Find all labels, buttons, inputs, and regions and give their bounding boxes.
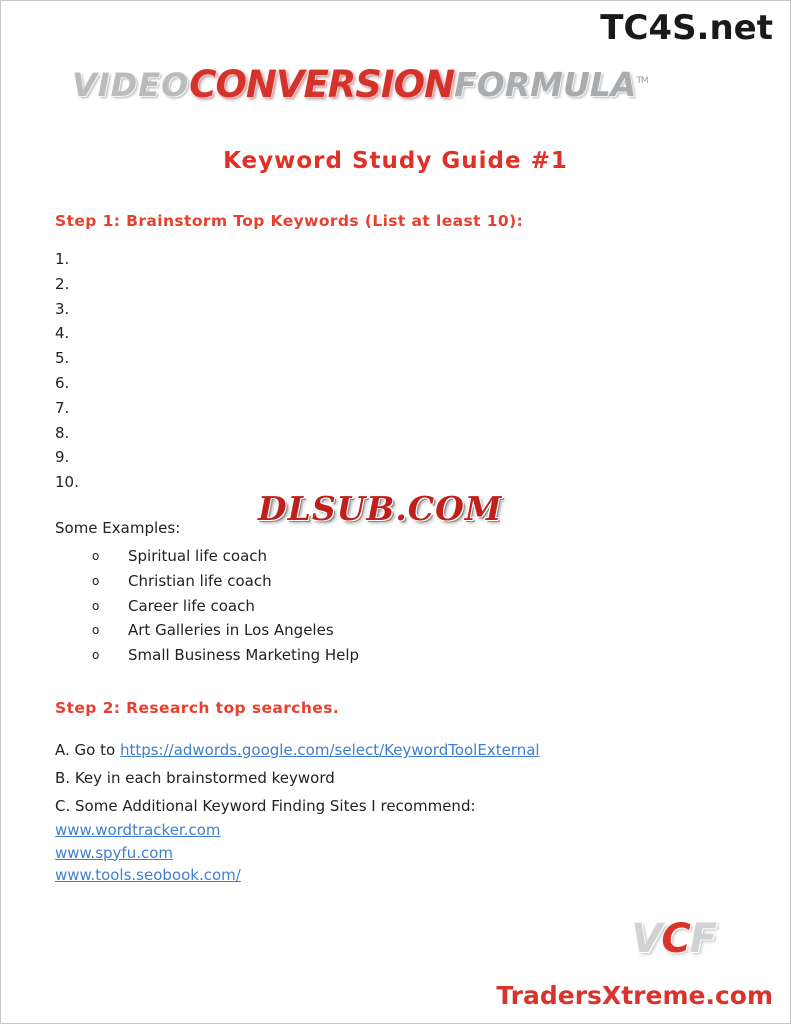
list-item — [55, 864, 241, 887]
seobook-tools-link[interactable]: www.tools.seobook.com/ — [55, 866, 241, 884]
list-item: 2. — [55, 274, 70, 293]
research-steps-list — [55, 736, 540, 820]
list-item: 6. — [55, 373, 70, 392]
bullet-circle-icon: o — [92, 573, 100, 588]
list-item — [92, 643, 359, 668]
logo-word-formula: FORMULA — [454, 64, 637, 104]
trademark-symbol: TM — [636, 76, 648, 86]
step-2-heading: Step 2: Research top searches. — [55, 699, 340, 717]
page-title: Keyword Study Guide #1 — [223, 148, 568, 174]
logo-word-video: VIDEO — [72, 65, 190, 104]
list-item: 7. — [55, 398, 70, 417]
examples-label: Some Examples: — [55, 519, 181, 537]
video-conversion-formula-logo — [72, 58, 712, 104]
list-item-label: Christian life coach — [128, 571, 272, 590]
list-item-a — [55, 736, 540, 764]
adwords-keyword-tool-link[interactable]: https://adwords.google.com/select/KeywordToolExternal — [119, 741, 540, 759]
list-item: 8. — [55, 423, 70, 442]
list-item: 5. — [55, 349, 70, 368]
examples-list — [92, 544, 359, 668]
list-item — [92, 594, 359, 619]
list-item-label: Spiritual life coach — [128, 547, 268, 565]
list-item: 1. — [55, 250, 70, 268]
list-item: 10. — [55, 473, 79, 492]
bottom-right-watermark: TradersXtreme.com — [496, 981, 773, 1010]
top-right-watermark: TC4S.net — [600, 8, 773, 48]
list-item-label: Career life coach — [128, 596, 255, 615]
list-item: 4. — [55, 324, 70, 343]
footer-logo-v: V — [631, 916, 662, 962]
line-a-prefix: A. Go to — [55, 741, 120, 759]
logo-word-conversion: CONVERSION — [189, 62, 455, 106]
footer-vcf-logo — [631, 916, 716, 962]
spyfu-link[interactable]: www.spyfu.com — [55, 843, 174, 862]
footer-logo-f: F — [689, 916, 716, 962]
bullet-circle-icon: o — [92, 623, 100, 638]
list-item — [55, 819, 241, 842]
list-item-c: C. Some Additional Keyword Finding Sites I recommend: — [55, 797, 476, 815]
step-1-heading: Step 1: Brainstorm Top Keywords (List at least 10): — [55, 212, 524, 230]
list-item — [92, 569, 359, 594]
list-item: 9. — [55, 448, 70, 467]
bullet-circle-icon: o — [92, 549, 100, 563]
list-item-label: Art Galleries in Los Angeles — [128, 621, 334, 640]
list-item: 3. — [55, 299, 70, 318]
wordtracker-link[interactable]: www.wordtracker.com — [55, 821, 221, 839]
bullet-circle-icon: o — [92, 598, 100, 613]
bullet-circle-icon: o — [92, 648, 100, 663]
list-item — [92, 544, 359, 569]
list-item-b: B. Key in each brainstormed keyword — [55, 769, 335, 787]
list-item-label: Small Business Marketing Help — [128, 646, 360, 665]
center-watermark: DLSUB.COM — [258, 489, 503, 528]
list-item — [55, 842, 241, 865]
keyword-blank-list — [55, 247, 79, 495]
list-item — [92, 618, 359, 643]
footer-logo-c: C — [661, 916, 690, 962]
recommended-sites-list — [55, 819, 241, 887]
